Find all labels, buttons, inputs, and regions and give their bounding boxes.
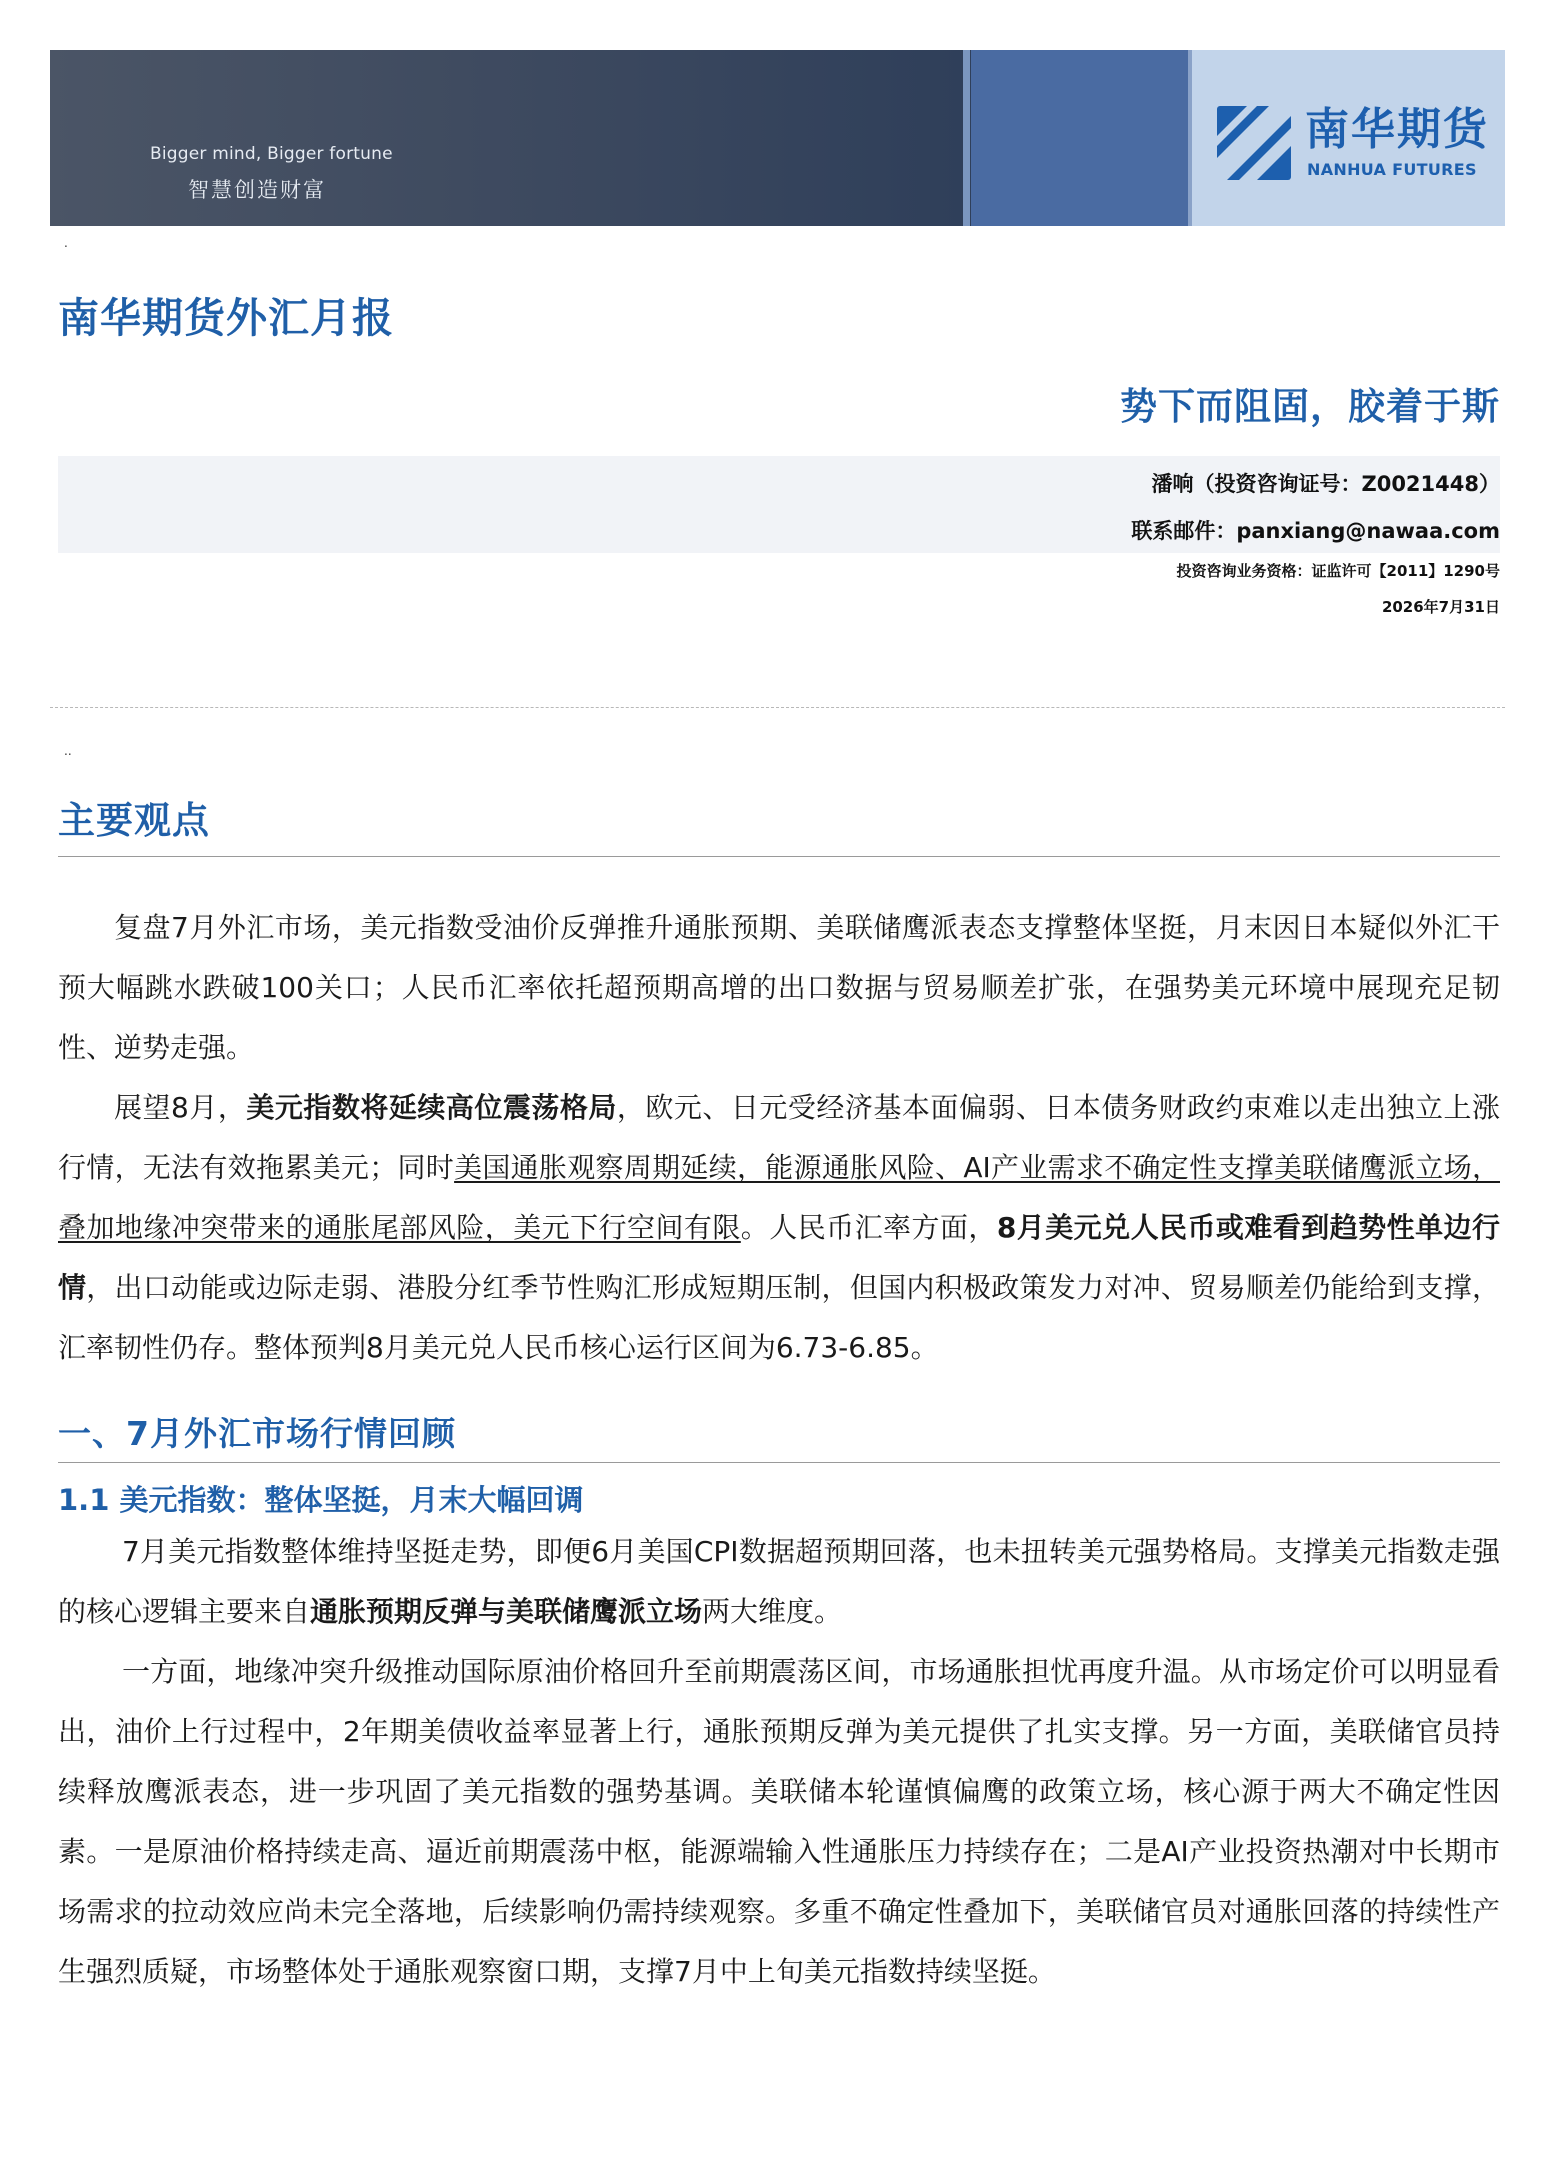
section-rule <box>58 1462 1500 1463</box>
header-banner <box>50 50 1505 226</box>
logo-english-text: NANHUA FUTURES <box>1307 160 1477 179</box>
bold-rmb-outlook: 8月美元兑人民币或难看到趋势性单边行情 <box>58 1211 1500 1304</box>
section-1-paragraph-2: 一方面，地缘冲突升级推动国际原油价格回升至前期震荡区间，市场通胀担忧再度升温。从市场定价可以明显看出，油价上行过程中，2年期美债收益率显著上行，通胀预期反弹为美元提供了扎实支撑。另一方面，美联储官员持续释放鹰派表态，进一步巩固了美元指数的强势基调。美联储本轮谨慎偏鹰的政策立场，核心源于两大不确定性因素。一是原油价格持续走高、逼近前期震荡中枢，能源端输入性通胀压力持续存在；二是AI产业投资热潮对中长期市场需求的拉动效应尚未完全落地，后续影响仍需持续观察。多重不确定性叠加下，美联储官员对通胀回落的持续性产生强烈质疑，市场整体处于通胀观察窗口期，支撑7月中上旬美元指数持续坚挺。 <box>58 1655 1500 1988</box>
nanhua-logo-icon <box>1217 106 1291 180</box>
bold-core-logic: 通胀预期反弹与美联储鹰派立场 <box>310 1595 703 1628</box>
slogan-english: Bigger mind, Bigger fortune <box>150 144 393 164</box>
author-email: 联系邮件：panxiang@nawaa.com <box>1131 519 1500 543</box>
author-name: 潘响（投资咨询证号：Z0021448） <box>1151 472 1500 496</box>
heading-rule <box>58 856 1500 857</box>
main-points-paragraph-2: 展望8月，美元指数将延续高位震荡格局，欧元、日元受经济基本面偏弱、日本债务财政约束难以走出独立上涨行情，无法有效拖累美元；同时美国通胀观察周期延续，能源通胀风险、AI产业需求不确定性支撑美联储鹰派立场，叠加地缘冲突带来的通胀尾部风险，美元下行空间有限。人民币汇率方面，8月美元兑人民币或难看到趋势性单边行情，出口动能或边际走弱、港股分红季节性购汇形成短期压制，但国内积极政策发力对冲、贸易顺差仍能给到支撑，汇率韧性仍存。整体预判8月美元兑人民币核心运行区间为6.73-6.85。 <box>58 1091 1500 1364</box>
banner-accent-stripe <box>963 50 970 226</box>
license-info: 投资咨询业务资格：证监许可【2011】1290号 <box>1176 562 1500 580</box>
bold-dollar-outlook: 美元指数将延续高位震荡格局 <box>246 1091 617 1124</box>
slogan-chinese: 智慧创造财富 <box>188 178 326 202</box>
stray-dot: . <box>64 236 68 250</box>
section-1-paragraph-1: 7月美元指数整体维持坚挺走势，即便6月美国CPI数据超预期回落，也未扭转美元强势格局。支撑美元指数走强的核心逻辑主要来自通胀预期反弹与美联储鹰派立场两大维度。 <box>58 1535 1500 1628</box>
dashed-divider <box>50 707 1505 708</box>
main-points-heading: 主要观点 <box>58 799 210 842</box>
main-points-paragraph-1: 复盘7月外汇市场，美元指数受油价反弹推升通胀预期、美联储鹰派表态支撑整体坚挺，月末因日本疑似外汇干预大幅跳水跌破100关口；人民币汇率依托超预期高增的出口数据与贸易顺差扩张，在强势美元环境中展现充足韧性、逆势走强。 <box>58 911 1500 1064</box>
report-subtitle: 势下而阻固，胶着于斯 <box>1120 385 1500 428</box>
stray-dots: .. <box>64 744 72 758</box>
underlined-fed-stance: 美国通胀观察周期延续，能源通胀风险、AI产业需求不确定性支撑美联储鹰派立场，叠加地缘冲突带来的通胀尾部风险，美元下行空间有限 <box>58 1151 1500 1244</box>
report-title: 南华期货外汇月报 <box>58 294 394 342</box>
banner-blue-band <box>971 50 1188 226</box>
banner-dark-band <box>50 50 963 226</box>
section-1-heading: 一、7月外汇市场行情回顾 <box>58 1414 456 1453</box>
subsection-1-1-heading: 1.1 美元指数：整体坚挺，月末大幅回调 <box>58 1483 584 1517</box>
logo-chinese-text: 南华期货 <box>1305 104 1489 155</box>
report-date: 2026年7月31日 <box>1381 598 1500 616</box>
